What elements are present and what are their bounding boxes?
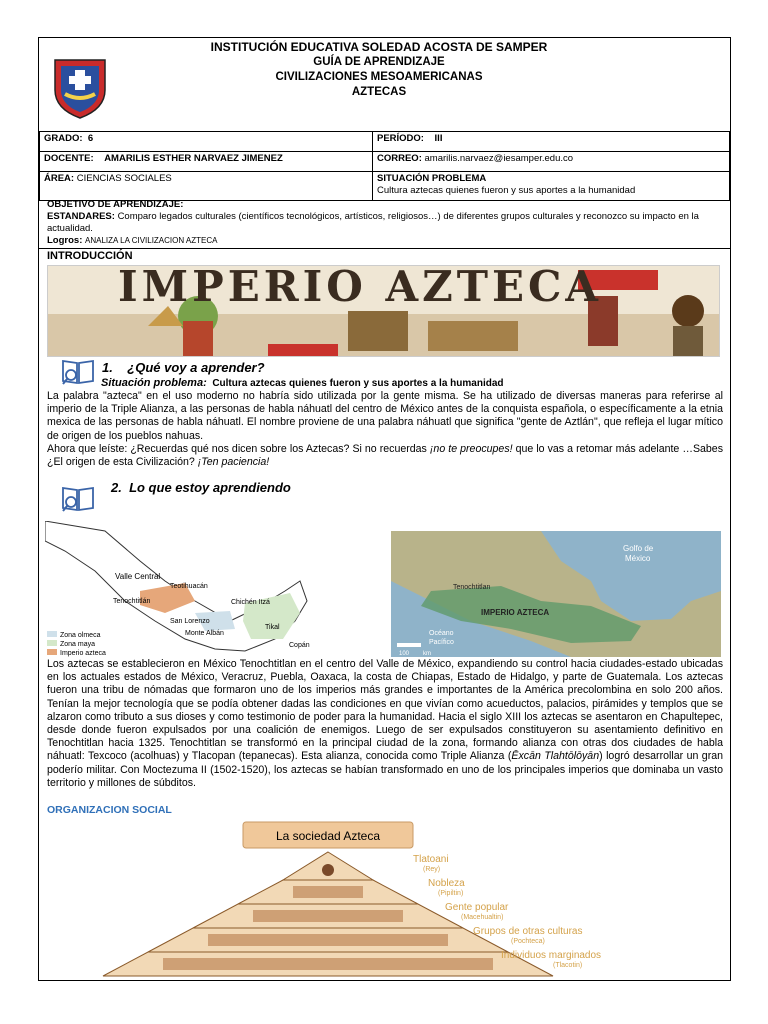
map1-legend-azteca: Imperio azteca — [60, 650, 106, 657]
map1-label-chichen: Chichén Itzá — [231, 599, 270, 606]
map2-scale-unit: km — [423, 651, 431, 657]
area-value: CIENCIAS SOCIALES — [76, 173, 172, 184]
guide-title: GUÍA DE APRENDIZAJE — [313, 56, 445, 68]
subtopic-title: AZTECAS — [351, 86, 407, 98]
pyramid-level-3-name: Gente popular — [445, 902, 509, 913]
pyramid-level-1-name: Tlatoani — [413, 854, 449, 865]
excan-tlahtoloyan: Ēxcān Tlahtōlōyān — [511, 750, 600, 763]
map1-label-sanlorenzo: San Lorenzo — [170, 618, 210, 625]
periodo-label: PERÍODO: — [377, 133, 424, 144]
map1-label-valle: Valle Central — [115, 572, 161, 581]
map1-legend-maya: Zona maya — [60, 641, 96, 648]
history-text-2: ) logró desarrollar un gran poderío militar. Con Moctezuma II (1502-1520), los aztecas se habían transformado en uno de los principales imperios que dominaba un vasto territorio y millones de súbditos. — [47, 750, 724, 789]
book-magnifier-icon — [61, 357, 95, 385]
info-row-area — [40, 172, 730, 201]
pyramid-level-4-name: Grupos de otras culturas — [473, 926, 583, 937]
pyramid-level-2-name: Nobleza — [428, 878, 465, 889]
info-row-grado — [40, 132, 730, 152]
situacion-problema-label: Situación problema: — [101, 377, 207, 389]
grado-label: GRADO: — [44, 133, 83, 144]
grado-cell — [40, 132, 373, 152]
map2-scale-value: 100 — [399, 651, 410, 657]
objective-title: OBJETIVO DE APRENDIZAJE: — [47, 199, 184, 210]
map1-label-copan: Copán — [289, 642, 310, 649]
logros-label: Logros: — [47, 235, 83, 246]
pyramid-level-4-sub: (Pochteca) — [511, 938, 545, 945]
info-row-docente — [40, 152, 730, 172]
map2-label-mexico: México — [625, 554, 651, 563]
map2-label-imperio: IMPERIO AZTECA — [481, 608, 550, 617]
aztec-empire-map — [391, 531, 721, 657]
topic-title: CIVILIZACIONES MESOAMERICANAS — [275, 71, 483, 83]
pyramid-level-3-sub: (Macehualtin) — [461, 914, 504, 921]
no-te-preocupes: ¡no te preocupes! — [429, 443, 513, 455]
book-magnifier-icon — [61, 484, 95, 512]
map2-label-golfo: Golfo de — [623, 544, 654, 553]
recuerdas-text-2: que lo vas a retomar más adelante …Sabes ¿El origen de esta Civilización? — [47, 443, 723, 469]
area-label: ÁREA: — [44, 173, 75, 184]
logros-text: ANALIZA LA CIVILIZACION AZTECA — [85, 236, 218, 245]
pyramid-level-2-sub: (Pipiltin) — [438, 890, 464, 897]
document-header — [39, 38, 730, 131]
info-table — [39, 131, 730, 201]
school-shield-logo — [47, 54, 113, 120]
aztec-empire-banner — [47, 265, 720, 357]
institution-name: INSTITUCIÓN EDUCATIVA SOLEDAD ACOSTA DE SAMPER — [210, 40, 548, 54]
docente-value: AMARILIS ESTHER NARVAEZ JIMENEZ — [104, 153, 283, 164]
estandares-label: ESTANDARES: — [47, 211, 115, 222]
grado-value: 6 — [87, 133, 94, 144]
mesoamerica-map — [45, 521, 388, 661]
situacion-problema-line — [101, 377, 504, 389]
map2-label-oceano: Océano — [429, 630, 454, 637]
situacion-problema-text: Cultura aztecas quienes fueron y sus aportes a la humanidad — [212, 378, 504, 389]
paragraph-recuerdas — [47, 443, 723, 469]
docente-label: DOCENTE: — [44, 153, 94, 164]
situacion-cell — [373, 172, 730, 201]
correo-label: CORREO: — [377, 153, 422, 164]
objective-block — [39, 199, 730, 249]
situacion-label: SITUACIÓN PROBLEMA — [377, 173, 487, 184]
intro-title: INTRODUCCIÓN — [47, 250, 133, 262]
history-text: Los aztecas se establecieron en México Tenochtitlan en el centro del Valle de México, expandiendo su control hacia ciudades-estado ubicadas en los actuales estados de México, Veracruz, Puebla, Oaxaca, la costa de Chiapas, Estado de Hidalgo, y parte de Guatemala. Los aztecas fueron una tribu de nómadas que formaron uno de los imperios más grandes e importantes de la América precolombina en solo 200 años. Tenían la mejor tecnología que se podía obtener dadas las condiciones en que vivían como acueductos, palacios, pirámides y templos que se alzaron como tributo a sus dioses y como testimonio de poder para la humanidad. Hacia el siglo XIII los aztecas se asentaron en Chapultepec, desde donde fueron expulsados por una coalición de enemigos. Luego de ser expulsados constituyeron su asentamiento definitivo en Tenochtitlan hacia 1325. Tenochtitlan se transformó en la principal ciudad de la zona, formando alianza con otras dos ciudades de habla náhuatl: Texcoco (acolhuas) y Tlacopan (tepanecas). Esta alianza, conocida como Triple Alianza ( — [47, 658, 723, 763]
correo-value: amarilis.narvaez@iesamper.edu.co — [424, 153, 574, 164]
aztec-society-pyramid — [53, 818, 693, 978]
map1-label-tikal: Tikal — [265, 624, 280, 631]
docente-cell — [40, 152, 373, 172]
document-page — [38, 37, 731, 981]
pyramid-level-1-sub: (Rey) — [423, 866, 441, 873]
paragraph-azteca-origin: La palabra "azteca" en el uso moderno no habría sido utilizada por la gente misma. Se ha utilizado de diversas maneras para referirse al imperio de la Triple Alianza, a las personas de habla náhuatl del centro de México antes de la conquista española, o específicamente a la etnia mexica de las personas de habla náhuatl. El nombre proviene de una palabra náhuatl que significa "gente de Aztlán", que refleja el lugar mítico de origen de los pueblos nahuas. — [47, 390, 723, 442]
header-titles — [119, 40, 639, 100]
banner-title: IMPERIO AZTECA — [118, 265, 603, 311]
organizacion-social-title: ORGANIZACION SOCIAL — [47, 804, 172, 816]
pyramid-banner: La sociedad Azteca — [275, 829, 381, 843]
periodo-cell — [373, 132, 730, 152]
situacion-value: Cultura aztecas quienes fueron y sus aportes a la humanidad — [377, 185, 636, 196]
estandares-text: Comparo legados culturales (científicos tecnológicos, artísticos, religiosos…) de diferentes grupos culturales y reconozco su impacto en la actualidad. — [47, 211, 699, 234]
ten-paciencia: ¡Ten paciencia! — [197, 456, 270, 469]
pyramid-level-5-name: Individuos marginados — [501, 950, 602, 961]
periodo-value: III — [434, 133, 443, 144]
recuerdas-text: Ahora que leíste: ¿Recuerdas qué nos dicen sobre los Aztecas? Si no recuerdas — [47, 443, 430, 455]
section2-title: 2. Lo que estoy aprendiendo — [111, 480, 291, 495]
logros-line — [47, 235, 724, 247]
map1-label-teotihuacan: Teotihuacán — [170, 583, 208, 590]
pyramid-level-5-sub: (Tlacotin) — [553, 962, 583, 969]
estandares-line — [47, 211, 724, 235]
map1-legend-olmeca: Zona olmeca — [60, 632, 101, 639]
correo-cell — [373, 152, 730, 172]
paragraph-aztec-history — [47, 658, 723, 790]
map2-label-tenochtitlan: Tenochtitlan — [453, 584, 491, 591]
area-cell — [40, 172, 373, 201]
section1-title: 1. ¿Qué voy a aprender? — [102, 360, 265, 375]
map1-label-tenochtitlan: Tenochtitlán — [113, 598, 151, 605]
map1-label-montealban: Monte Albán — [185, 630, 224, 637]
map2-label-pacifico: Pacífico — [429, 639, 454, 646]
